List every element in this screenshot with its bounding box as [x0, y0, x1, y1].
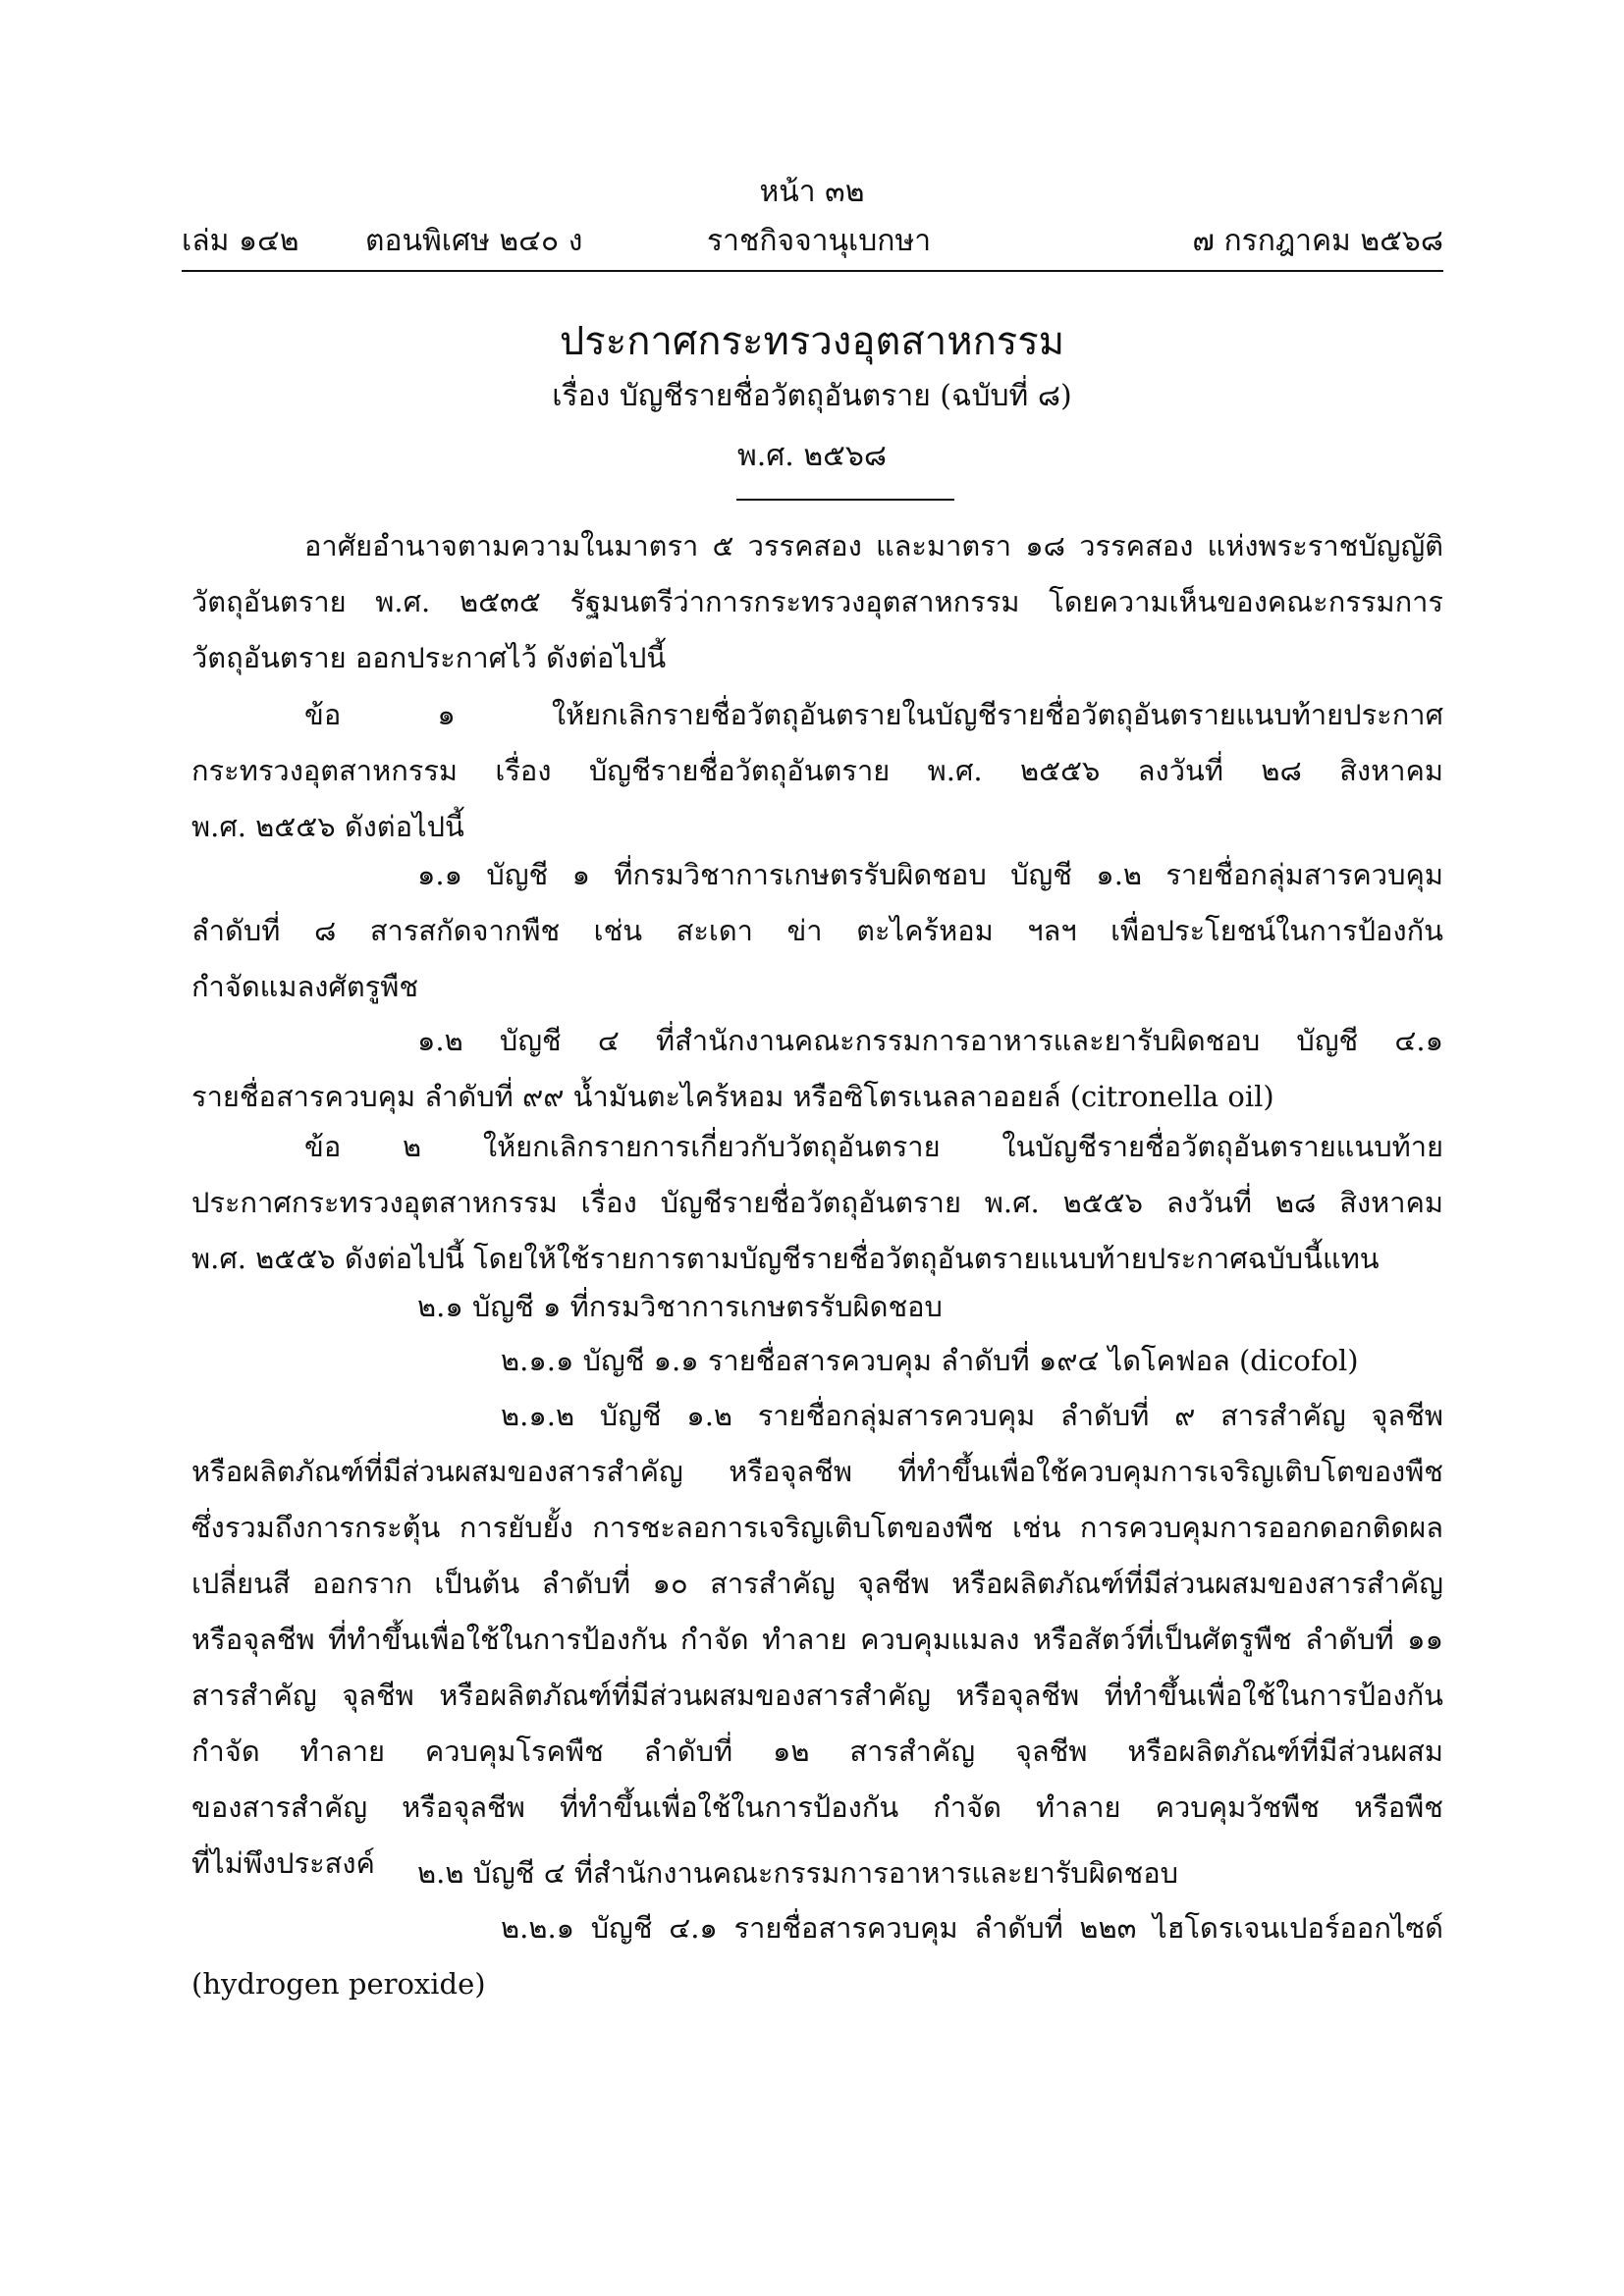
paragraph-item-1-1: [191, 847, 1443, 1015]
gazette-name: ราชกิจจานุเบกษา: [707, 224, 932, 258]
text-line: พ.ศ. ๒๕๕๖ ดังต่อไปนี้: [191, 810, 464, 843]
text-line: กำจัดแมลงศัตรูพืช: [191, 970, 419, 1003]
text-line: ที่ไม่พึงประสงค์: [191, 1846, 375, 1880]
section-label: ตอนพิเศษ ๒๔๐ ง: [365, 224, 583, 258]
paragraph-item-2-1-1: [191, 1333, 1443, 1389]
text-line: หรือจุลชีพ ที่ทำขึ้นเพื่อใช้ในการป้องกัน กำจัด ทำลาย ควบคุมแมลง หรือสัตว์ที่เป็นศัตรูพืช ลำดับที่ ๑๑: [191, 1623, 1443, 1656]
paragraph-item-2-1-2: [191, 1388, 1443, 1892]
title-rule: [736, 499, 954, 501]
volume-label: เล่ม ๑๔๒: [182, 224, 299, 258]
paragraph-clause-2: [191, 1119, 1443, 1287]
announcement-year: พ.ศ. ๒๕๖๘: [736, 439, 888, 473]
text-line: ๑.๒ บัญชี ๔ ที่สำนักงานคณะกรรมการอาหารและยารับผิดชอบ บัญชี ๔.๑: [417, 1024, 1443, 1057]
paragraph-item-2-2: [191, 1845, 1443, 1901]
text-line: ข้อ ๒ ให้ยกเลิกรายการเกี่ยวกับวัตถุอันตราย ในบัญชีรายชื่อวัตถุอันตรายแนบท้าย: [304, 1130, 1443, 1163]
text-line: อาศัยอำนาจตามความในมาตรา ๕ วรรคสอง และมาตรา ๑๘ วรรคสอง แห่งพระราชบัญญัติ: [304, 529, 1443, 562]
text-line: ของสารสำคัญ หรือจุลชีพ ที่ทำขึ้นเพื่อใช้ในการป้องกัน กำจัด ทำลาย ควบคุมวัชพืช หรือพืช: [191, 1790, 1443, 1824]
text-line: หรือผลิตภัณฑ์ที่มีส่วนผสมของสารสำคัญ หรือจุลชีพ ที่ทำขึ้นเพื่อใช้ควบคุมการเจริญเติบโตของพืช: [191, 1455, 1443, 1488]
text-line: กระทรวงอุตสาหกรรม เรื่อง บัญชีรายชื่อวัตถุอันตราย พ.ศ. ๒๕๕๖ ลงวันที่ ๒๘ สิงหาคม: [191, 754, 1443, 787]
text-line: พ.ศ. ๒๕๕๖ ดังต่อไปนี้ โดยให้ใช้รายการตามบัญชีรายชื่อวัตถุอันตรายแนบท้ายประกาศฉบับนี้แทน: [191, 1242, 1380, 1275]
text-line: ๒.๑.๑ บัญชี ๑.๑ รายชื่อสารควบคุม ลำดับที่ ๑๙๔ ไดโคฟอล (dicofol): [501, 1344, 1359, 1377]
announcement-title: ประกาศกระทรวงอุตสาหกรรม: [559, 319, 1065, 364]
text-line: ๒.๑ บัญชี ๑ ที่กรมวิชาการเกษตรรับผิดชอบ: [417, 1290, 943, 1323]
text-line: วัตถุอันตราย ออกประกาศไว้ ดังต่อไปนี้: [191, 641, 667, 674]
paragraph-item-2-2-1: [191, 1900, 1443, 2012]
paragraph-item-2-1: [191, 1279, 1443, 1335]
header-rule: [182, 270, 1443, 272]
paragraph-clause-1: [191, 687, 1443, 855]
paragraph-preamble: [191, 518, 1443, 686]
page-number: หน้า ๓๒: [759, 175, 865, 209]
text-line: ๒.๒ บัญชี ๔ ที่สำนักงานคณะกรรมการอาหารและยารับผิดชอบ: [417, 1856, 1179, 1890]
text-line: เปลี่ยนสี ออกราก เป็นต้น ลำดับที่ ๑๐ สารสำคัญ จุลชีพ หรือผลิตภัณฑ์ที่มีส่วนผสมของสารสำคัญ: [191, 1567, 1443, 1600]
announcement-subject: เรื่อง บัญชีรายชื่อวัตถุอันตราย (ฉบับที่ ๘): [552, 379, 1072, 413]
text-line: รายชื่อสารควบคุม ลำดับที่ ๙๙ น้ำมันตะไคร้หอม หรือซิโตรเนลลาออยล์ (citronella oil): [191, 1080, 1274, 1113]
text-line: ข้อ ๑ ให้ยกเลิกรายชื่อวัตถุอันตรายในบัญชีรายชื่อวัตถุอันตรายแนบท้ายประกาศ: [304, 698, 1443, 731]
text-line: ซึ่งรวมถึงการกระตุ้น การยับยั้ง การชะลอการเจริญเติบโตของพืช เช่น การควบคุมการออกดอกติดผล: [191, 1511, 1443, 1544]
text-line: ๒.๒.๑ บัญชี ๔.๑ รายชื่อสารควบคุม ลำดับที่ ๒๒๓ ไฮโดรเจนเปอร์ออกไซด์: [501, 1911, 1443, 1945]
text-line: วัตถุอันตราย พ.ศ. ๒๕๓๕ รัฐมนตรีว่าการกระทรวงอุตสาหกรรม โดยความเห็นของคณะกรรมการ: [191, 585, 1443, 618]
text-line: ๑.๑ บัญชี ๑ ที่กรมวิชาการเกษตรรับผิดชอบ บัญชี ๑.๒ รายชื่อกลุ่มสารควบคุม: [417, 858, 1443, 891]
text-line: สารสำคัญ จุลชีพ หรือผลิตภัณฑ์ที่มีส่วนผสมของสารสำคัญ หรือจุลชีพ ที่ทำขึ้นเพื่อใช้ในการป้องกัน: [191, 1679, 1443, 1712]
text-line: กำจัด ทำลาย ควบคุมโรคพืช ลำดับที่ ๑๒ สารสำคัญ จุลชีพ หรือผลิตภัณฑ์ที่มีส่วนผสม: [191, 1735, 1443, 1768]
text-line: ลำดับที่ ๘ สารสกัดจากพืช เช่น สะเดา ข่า ตะไคร้หอม ฯลฯ เพื่อประโยชน์ในการป้องกัน: [191, 914, 1443, 947]
publication-date: ๗ กรกฎาคม ๒๕๖๘: [1192, 224, 1443, 258]
text-line: (hydrogen peroxide): [191, 1967, 486, 2001]
text-line: ประกาศกระทรวงอุตสาหกรรม เรื่อง บัญชีรายชื่อวัตถุอันตราย พ.ศ. ๒๕๕๖ ลงวันที่ ๒๘ สิงหาคม: [191, 1186, 1443, 1219]
text-line: ๒.๑.๒ บัญชี ๑.๒ รายชื่อกลุ่มสารควบคุม ลำดับที่ ๙ สารสำคัญ จุลชีพ: [501, 1399, 1443, 1432]
paragraph-item-1-2: [191, 1013, 1443, 1125]
